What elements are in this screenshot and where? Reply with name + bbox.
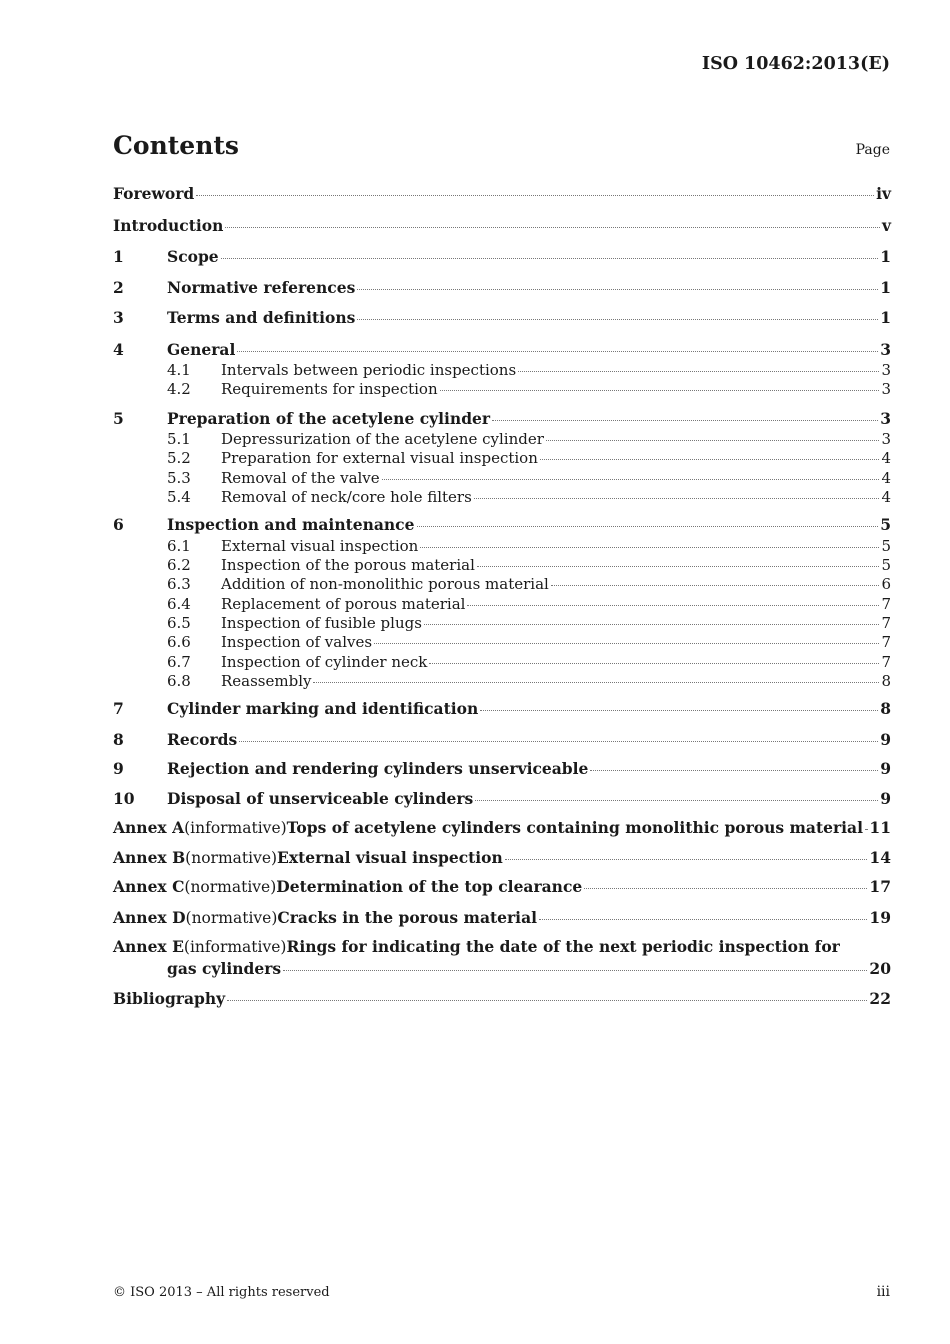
toc-page-number: 5 [880,515,891,535]
toc-section-number: 5.4 [167,487,191,506]
leader-dots [221,257,879,259]
leader-dots [518,370,879,372]
toc-page-number: 7 [881,594,891,613]
toc-entry[interactable] [113,595,891,614]
toc-entry-title: Inspection of fusible plugs [221,613,422,632]
toc-page-number: 4 [881,487,891,506]
leader-dots [374,642,879,644]
toc-section-number: 1 [113,247,124,266]
toc-section-number: 6.4 [167,594,191,613]
annex-label: Annex C [113,877,185,897]
annex-label: Annex E [113,937,184,957]
toc-section-number: 9 [113,759,124,779]
toc-section-number: 5.3 [167,468,191,487]
toc-entry-title: Determination of the top clearance [276,877,583,897]
leader-dots [417,525,879,527]
leader-dots [539,918,867,920]
toc-page-number: 14 [869,847,891,867]
leader-dots [440,389,880,391]
leader-dots [420,546,879,548]
toc-page-number: 1 [880,277,891,297]
toc-page-number: 7 [881,652,891,671]
toc-section-number: 4.1 [167,361,191,379]
toc-entry[interactable] [113,699,891,721]
leader-dots [239,740,878,742]
toc-entry[interactable] [113,672,891,691]
footer-page-number: iii [876,1284,890,1300]
toc-entry-title: Introduction [113,215,224,235]
toc-entry-line [113,959,891,981]
annex-title-continued: gas cylinders [167,958,282,978]
toc-entry-title: Normative references [167,277,356,297]
toc-page-number: 7 [881,633,891,652]
toc-entry-title: Cracks in the porous material [277,907,538,927]
leader-dots [584,887,867,889]
toc-page-number: 6 [881,575,891,594]
toc-entry[interactable] [113,469,891,488]
toc-entry[interactable] [113,380,891,399]
toc-page-number: iv [876,184,891,203]
toc-page-number: 5 [881,536,891,555]
toc-entry[interactable] [113,575,891,594]
copyright-notice: © ISO 2013 – All rights reserved [113,1285,330,1300]
toc-entry[interactable] [113,730,891,752]
leader-dots [551,584,880,586]
toc-entry[interactable] [113,818,891,840]
toc-entry-title: Bibliography [113,989,226,1009]
toc-entry-title: Requirements for inspection [221,380,438,399]
leader-dots [357,318,878,320]
toc-section-number: 5.1 [167,430,191,449]
toc-entry-title: Removal of the valve [221,468,380,487]
toc-page-number: 9 [880,788,891,808]
toc-section-number: 8 [113,729,124,749]
document-id: ISO 10462:2013(E) [701,54,890,74]
leader-dots [196,194,874,196]
toc-page-number: 7 [881,613,891,632]
toc-entry-title: Reassembly [221,671,312,690]
toc-page-number: 11 [869,818,891,838]
annex-type: (normative) [185,908,278,927]
toc-page-number: 9 [880,729,891,749]
toc-entry[interactable] [113,537,891,556]
toc-entry-line [113,937,891,959]
toc-section-number: 6 [113,515,124,535]
toc-page-number: 5 [881,556,891,575]
toc-entry[interactable] [113,908,891,930]
leader-dots [283,969,867,971]
toc-entry[interactable] [113,247,891,269]
toc-entry[interactable] [113,449,891,468]
leader-dots [475,799,878,801]
toc-page-number: 20 [869,958,891,978]
toc-page-number: 1 [880,308,891,327]
toc-entry[interactable] [113,653,891,672]
toc-section-number: 6.8 [167,671,191,690]
toc-entry[interactable] [113,789,891,811]
toc-entry[interactable] [113,216,891,238]
annex-title: Rings for indicating the date of the next periodic inspection for [286,937,840,957]
toc-entry-title: Preparation of the acetylene cylinder [167,408,491,428]
toc-entry-title: Inspection and maintenance [167,515,415,535]
toc-section-number: 6.2 [167,556,191,575]
toc-section-number: 5 [113,408,124,428]
toc-entry-title: External visual inspection [221,536,419,555]
toc-entry[interactable] [113,361,891,380]
toc-entry[interactable] [113,937,891,980]
toc-entry[interactable] [113,409,891,431]
leader-dots [424,623,880,625]
leader-dots [546,439,880,441]
toc-entry[interactable] [113,877,891,899]
toc-entry-title: Cylinder marking and identification [167,699,479,719]
toc-page-number: 3 [881,361,891,379]
leader-dots [467,604,879,606]
toc-page-number: 1 [880,247,891,266]
leader-dots [237,350,878,352]
toc-entry[interactable] [113,848,891,870]
toc-page-number: v [881,215,891,235]
toc-section-number: 3 [113,308,124,327]
leader-dots [227,999,867,1001]
toc-section-number: 10 [113,788,135,808]
toc-entry-title: Addition of non-monolithic porous material [221,575,549,594]
toc-page-number: 9 [880,759,891,779]
toc-entry-title: Preparation for external visual inspection [221,449,538,468]
page-title: Contents [113,131,240,160]
toc-entry-title: Replacement of porous material [221,594,466,613]
toc-entry-title: Intervals between periodic inspections [221,361,517,379]
leader-dots [480,709,878,711]
toc-entry-title: Removal of neck/core hole filters [221,487,472,506]
toc-entry[interactable] [113,759,891,781]
toc-page-number: 19 [869,907,891,927]
toc-entry-title: Rejection and rendering cylinders unserviceable [167,759,589,779]
page-column-label: Page [855,142,890,158]
leader-dots [477,565,880,567]
toc-entry[interactable] [113,614,891,633]
leader-dots [865,828,867,830]
leader-dots [429,662,879,664]
toc-entry[interactable] [113,488,891,507]
leader-dots [357,288,878,290]
toc-page-number: 4 [881,468,891,487]
toc-section-number: 6.1 [167,536,191,555]
toc-section-number: 6.7 [167,652,191,671]
toc-section-number: 6.6 [167,633,191,652]
toc-entry-title: Disposal of unserviceable cylinders [167,788,474,808]
leader-dots [590,769,878,771]
toc-page-number: 3 [881,430,891,449]
toc-section-number: 5.2 [167,449,191,468]
leader-dots [474,497,880,499]
toc-entry[interactable] [113,515,891,537]
leader-dots [313,681,879,683]
toc-section-number: 6.3 [167,575,191,594]
leader-dots [540,458,880,460]
toc-entry[interactable] [113,989,891,1011]
toc-entry-title: External visual inspection [277,847,503,867]
annex-type: (informative) [183,938,287,957]
toc-entry[interactable] [113,308,891,330]
toc-section-number: 7 [113,699,124,719]
leader-dots [505,858,868,860]
toc-entry-title: Tops of acetylene cylinders containing monolithic porous material [286,818,863,838]
toc-entry-title: Inspection of cylinder neck [221,652,428,671]
toc-entry[interactable] [113,633,891,652]
toc-entry[interactable] [113,278,891,300]
annex-label: Annex D [113,907,186,927]
annex-type: (informative) [184,819,287,838]
toc-page-number: 8 [880,699,891,719]
toc-page-number: 22 [869,989,891,1009]
toc-entry-title: Inspection of valves [221,633,373,652]
toc-entry[interactable] [113,184,891,206]
toc-page-number: 3 [881,380,891,399]
toc-page-number: 17 [869,877,891,897]
annex-type: (normative) [185,848,278,867]
toc-entry-title: Inspection of the porous material [221,556,475,575]
toc-page-number: 4 [881,449,891,468]
toc-page-number: 8 [881,671,891,690]
toc-section-number: 4 [113,339,124,359]
annex-label: Annex B [113,847,186,867]
leader-dots [225,226,880,228]
annex-label: Annex A [113,818,185,838]
leader-dots [492,419,878,421]
toc-section-number: 4.2 [167,380,191,399]
leader-dots [382,478,880,480]
toc-entry-title: Foreword [113,184,195,203]
toc-entry-title: Terms and definitions [167,308,356,327]
toc-entry[interactable] [113,340,891,362]
toc-entry[interactable] [113,556,891,575]
toc-section-number: 6.5 [167,613,191,632]
toc-entry-title: Scope [167,247,219,266]
table-of-contents [113,184,891,1011]
toc-entry[interactable] [113,430,891,449]
toc-entry-title: Records [167,729,238,749]
annex-type: (normative) [184,878,277,897]
toc-page-number: 3 [880,339,891,359]
toc-section-number: 2 [113,277,124,297]
toc-entry-title: Depressurization of the acetylene cylinder [221,430,544,449]
toc-entry-title: General [167,339,236,359]
toc-page-number: 3 [880,408,891,428]
